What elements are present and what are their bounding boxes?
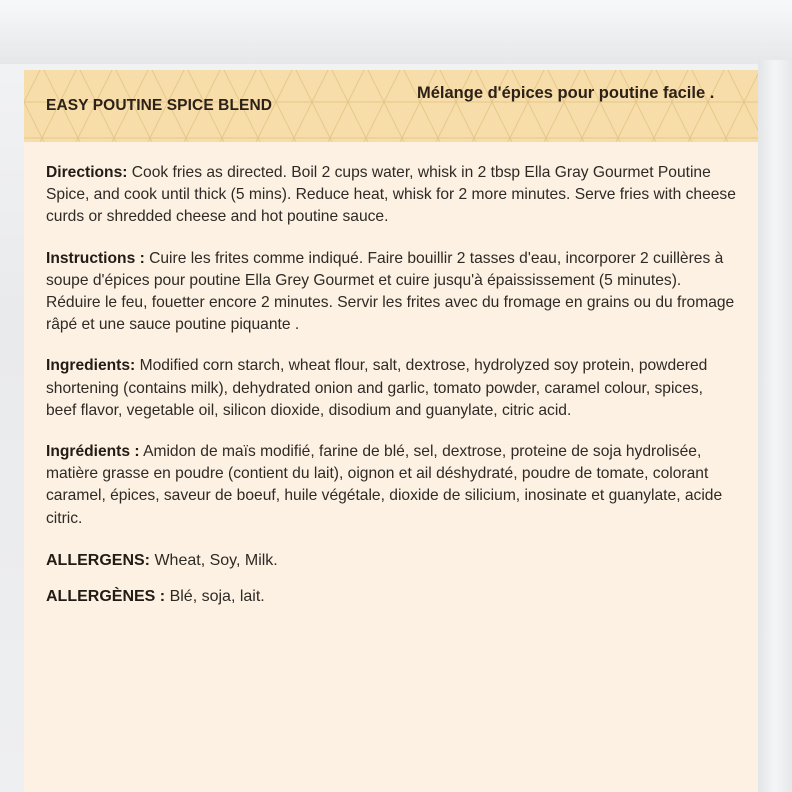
pattern-triangle xyxy=(24,102,42,138)
pattern-triangle xyxy=(348,70,384,102)
title-french: Mélange d'épices pour poutine facile . xyxy=(417,84,715,102)
ingredients-fr-text: Amidon de maïs modifié, farine de blé, sel, dextrose, proteine de soja hydrolisée, matière grasse en poudre (contient du lait), oignon et ail déshydraté, poudre de tomate, colorant caramel, épices, saveur de boeuf, huile végétale, dioxide de silicium, inosinate et guanylate, acide citric. xyxy=(46,443,723,527)
pattern-triangle xyxy=(24,138,60,142)
pouch-right-edge xyxy=(758,60,792,792)
pattern-triangle xyxy=(384,138,420,142)
pattern-triangle xyxy=(690,102,726,138)
pattern-triangle xyxy=(600,138,636,142)
pattern-triangle xyxy=(168,138,204,142)
pattern-triangle xyxy=(672,138,708,142)
pattern-triangle xyxy=(510,102,546,138)
directions-paragraph xyxy=(46,162,736,229)
pattern-triangle xyxy=(132,138,168,142)
pattern-triangle xyxy=(330,102,366,138)
ingredients-en-paragraph xyxy=(46,355,736,422)
pattern-triangle xyxy=(312,138,348,142)
directions-heading: Directions: xyxy=(46,164,128,181)
pattern-triangle xyxy=(420,138,456,142)
pattern-triangle xyxy=(726,102,758,138)
directions-text: Cook fries as directed. Boil 2 cups water, whisk in 2 tbsp Ella Gray Gourmet Poutine Spice, and cook until thick (5 mins). Reduce heat, whisk for 2 more minutes. Serve fries with cheese curds or shredded cheese and hot poutine sauce. xyxy=(46,164,736,226)
pattern-triangle xyxy=(276,138,312,142)
instructions-heading: Instructions : xyxy=(46,249,145,267)
pattern-triangle xyxy=(60,138,96,142)
allergens-fr-heading: ALLERGÈNES : xyxy=(46,587,166,605)
pattern-triangle xyxy=(582,102,618,138)
allergens-fr-line xyxy=(46,585,736,609)
pattern-triangle xyxy=(240,138,276,142)
pattern-triangle xyxy=(402,102,438,138)
allergens-en-text: Wheat, Soy, Milk. xyxy=(154,551,278,569)
ingredients-en-text: Modified corn starch, wheat flour, salt, dextrose, hydrolyzed soy protein, powdered shortening (contains milk), dehydrated onion and garlic, tomato powder, caramel colour, spices, beef flavor, vegetable oil, silicon dioxide, disodium and guanylate, citric acid. xyxy=(46,357,708,419)
title-english: EASY POUTINE SPICE BLEND xyxy=(46,97,273,114)
pattern-triangle xyxy=(528,138,564,142)
pattern-triangle xyxy=(636,138,672,142)
allergens-en-line xyxy=(46,549,736,573)
pattern-triangle xyxy=(348,138,384,142)
pattern-triangle xyxy=(438,102,474,138)
instructions-paragraph xyxy=(46,248,736,337)
ingredients-fr-heading: Ingrédients : xyxy=(46,443,140,461)
pattern-triangle xyxy=(366,102,402,138)
pattern-triangle xyxy=(96,138,132,142)
pattern-triangle xyxy=(384,70,420,102)
label-header xyxy=(24,70,758,142)
pattern-triangle xyxy=(744,138,758,142)
pattern-triangle xyxy=(546,102,582,138)
instructions-text: Cuire les frites comme indiqué. Faire bouillir 2 tasses d'eau, incorporer 2 cuillères à soupe d'épices pour poutine Ella Grey Gourmet et cuire jusqu'à épaississement (5 minutes). Réduire le feu, fouetter encore 2 minutes. Servir les frites avec du fromage en grains ou du fromage râpé et une sauce poutine piquante . xyxy=(46,249,735,334)
pattern-triangle xyxy=(618,102,654,138)
pattern-triangle xyxy=(276,70,312,102)
ingredients-fr-paragraph xyxy=(46,441,736,530)
allergens-fr-text: Blé, soja, lait. xyxy=(169,587,265,605)
allergens-en-heading: ALLERGENS: xyxy=(46,551,150,569)
pattern-triangle xyxy=(564,138,600,142)
pattern-triangle xyxy=(204,138,240,142)
label-body xyxy=(46,162,736,621)
pattern-triangle xyxy=(654,102,690,138)
pattern-triangle xyxy=(312,70,348,102)
pattern-triangle xyxy=(474,102,510,138)
pattern-triangle xyxy=(708,138,744,142)
ingredients-en-heading: Ingredients: xyxy=(46,357,136,375)
pattern-triangle xyxy=(492,138,528,142)
pattern-triangle xyxy=(456,138,492,142)
pouch-top-seal xyxy=(0,0,792,64)
product-label xyxy=(24,70,758,792)
pattern-triangle xyxy=(294,102,330,138)
